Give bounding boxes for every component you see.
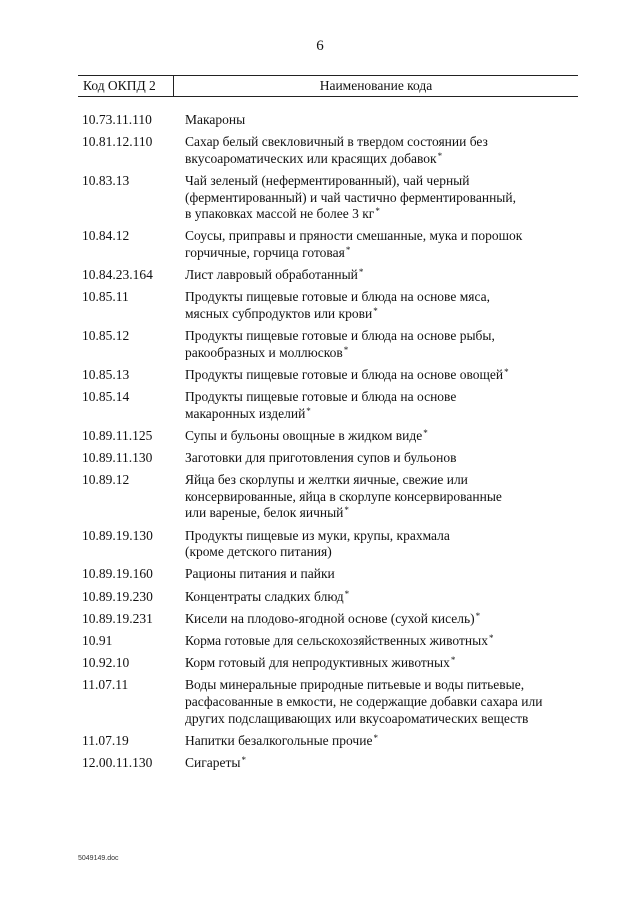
row-name-text: Соусы, приправы и пряности смешанные, мука и порошок горчичные, горчица готовая xyxy=(185,228,523,260)
row-code: 10.89.19.231 xyxy=(82,610,153,626)
row-name-text: Концентраты сладких блюд xyxy=(185,588,344,604)
footnote-asterisk: * xyxy=(343,344,349,355)
row-name-text: Сахар белый свекловичный в твердом состоянии без вкусоароматических или красящих добавок xyxy=(185,134,488,166)
row-name-text: Напитки безалкогольные прочие xyxy=(185,732,373,748)
header-name-column: Наименование кода xyxy=(319,78,433,93)
row-name-text: Рационы питания и пайки xyxy=(185,566,335,582)
table-row xyxy=(78,428,578,445)
table-row xyxy=(78,112,578,129)
footnote-asterisk: * xyxy=(375,206,380,217)
footnote-asterisk: * xyxy=(423,427,428,438)
row-name-text: Макароны xyxy=(185,112,246,127)
row-name xyxy=(185,134,578,167)
row-name xyxy=(185,228,578,261)
table-row xyxy=(78,289,578,322)
table-row xyxy=(78,267,578,284)
row-name-text: Корма готовые для сельскохозяйственных животных xyxy=(185,632,488,648)
footnote-asterisk: * xyxy=(306,405,311,416)
table-row xyxy=(78,173,578,223)
row-name xyxy=(185,733,578,750)
table-row xyxy=(78,633,578,650)
footnote-asterisk: * xyxy=(344,588,350,599)
row-code: 10.89.19.160 xyxy=(82,566,153,582)
row-code: 12.00.11.130 xyxy=(82,754,153,770)
footnote-asterisk: * xyxy=(345,244,351,255)
row-name xyxy=(185,528,578,561)
footnote-asterisk: * xyxy=(344,505,349,516)
table-row xyxy=(78,450,578,467)
row-code: 11.07.19 xyxy=(82,732,129,748)
header-code-column: Код ОКПД 2 xyxy=(78,76,174,96)
row-name-text: Продукты пищевые готовые и блюда на основе макаронных изделий xyxy=(185,389,457,421)
row-name-text: Продукты пищевые готовые и блюда на основе мяса, мясных субпродуктов или крови xyxy=(185,289,490,321)
okpd-table xyxy=(78,75,578,777)
row-code: 10.84.12 xyxy=(82,228,130,244)
row-name xyxy=(185,655,578,672)
row-name xyxy=(185,173,578,223)
row-code: 11.07.11 xyxy=(82,677,129,693)
row-code: 10.85.12 xyxy=(82,328,130,344)
row-code: 10.89.19.130 xyxy=(82,527,153,543)
row-code: 10.85.13 xyxy=(82,366,130,382)
footnote-asterisk: * xyxy=(373,732,378,743)
row-name xyxy=(185,367,578,384)
row-name-text: Сигареты xyxy=(185,754,241,770)
row-code: 10.89.11.125 xyxy=(82,427,153,443)
footnote-asterisk: * xyxy=(504,366,509,377)
page-number: 6 xyxy=(316,38,324,54)
row-name xyxy=(185,755,578,772)
table-row xyxy=(78,677,578,727)
footnote-asterisk: * xyxy=(437,150,443,161)
table-row xyxy=(78,611,578,628)
table-row xyxy=(78,367,578,384)
row-name-text: Заготовки для приготовления супов и бульонов xyxy=(185,450,457,466)
table-row xyxy=(78,655,578,672)
row-name-text: Лист лавровый обработанный xyxy=(185,267,358,283)
footnote-asterisk: * xyxy=(488,632,494,643)
row-code: 10.81.12.110 xyxy=(82,134,153,150)
row-name-text: Чай зеленый (неферментированный), чай черный (ферментированный) и чай частично ферментированный, в упаковках массой не более 3 кг xyxy=(185,172,516,222)
footnote-asterisk: * xyxy=(475,610,481,621)
table-header xyxy=(78,75,578,97)
row-code: 10.89.19.230 xyxy=(82,588,153,604)
row-name xyxy=(185,428,578,445)
table-row xyxy=(78,566,578,583)
row-code: 10.84.23.164 xyxy=(82,267,153,283)
table-row xyxy=(78,472,578,522)
row-code: 10.73.11.110 xyxy=(82,112,152,127)
row-name xyxy=(185,589,578,606)
row-name xyxy=(185,633,578,650)
table-row xyxy=(78,755,578,772)
row-name-text: Кисели на плодово-ягодной основе (сухой кисель) xyxy=(185,610,475,626)
row-name xyxy=(185,328,578,361)
table-row xyxy=(78,389,578,422)
row-name-text: Воды минеральные природные питьевые и воды питьевые, расфасованные в емкости, не содержащие добавки сахара или других подслащивающих или вкусоароматических веществ xyxy=(185,677,543,726)
row-name xyxy=(185,112,578,129)
footnote-asterisk: * xyxy=(358,267,364,278)
row-name-text: Продукты пищевые готовые и блюда на основе рыбы, ракообразных и моллюсков xyxy=(185,328,495,360)
row-name xyxy=(185,566,578,583)
row-name-text: Продукты пищевые готовые и блюда на основе овощей xyxy=(185,366,504,382)
row-name xyxy=(185,267,578,284)
table-row xyxy=(78,134,578,167)
row-code: 10.83.13 xyxy=(82,172,130,188)
table-row xyxy=(78,733,578,750)
table-body xyxy=(78,112,578,771)
row-name xyxy=(185,289,578,322)
row-code: 10.89.12 xyxy=(82,472,130,488)
row-name xyxy=(185,677,578,727)
footnote-asterisk: * xyxy=(450,655,456,666)
row-name xyxy=(185,450,578,467)
row-code: 10.85.11 xyxy=(82,289,129,305)
row-code: 10.89.11.130 xyxy=(82,450,153,466)
row-name-text: Яйца без скорлупы и желтки яичные, свежие или консервированные, яйца в скорлупе консервированные или вареные, белок яичный xyxy=(185,472,502,521)
row-name xyxy=(185,611,578,628)
table-row xyxy=(78,589,578,606)
table-row xyxy=(78,228,578,261)
row-code: 10.85.14 xyxy=(82,389,130,405)
row-name-text: Корм готовый для непродуктивных животных xyxy=(185,655,450,671)
table-row xyxy=(78,528,578,561)
row-name xyxy=(185,389,578,422)
row-code: 10.92.10 xyxy=(82,655,130,671)
row-code: 10.91 xyxy=(82,632,113,648)
footnote-asterisk: * xyxy=(241,754,246,765)
row-name-text: Супы и бульоны овощные в жидком виде xyxy=(185,427,423,443)
footnote-asterisk: * xyxy=(373,305,378,316)
row-name-text: Продукты пищевые из муки, крупы, крахмала (кроме детского питания) xyxy=(185,527,450,560)
row-name xyxy=(185,472,578,522)
table-row xyxy=(78,328,578,361)
document-filename: 5049149.doc xyxy=(78,855,119,862)
